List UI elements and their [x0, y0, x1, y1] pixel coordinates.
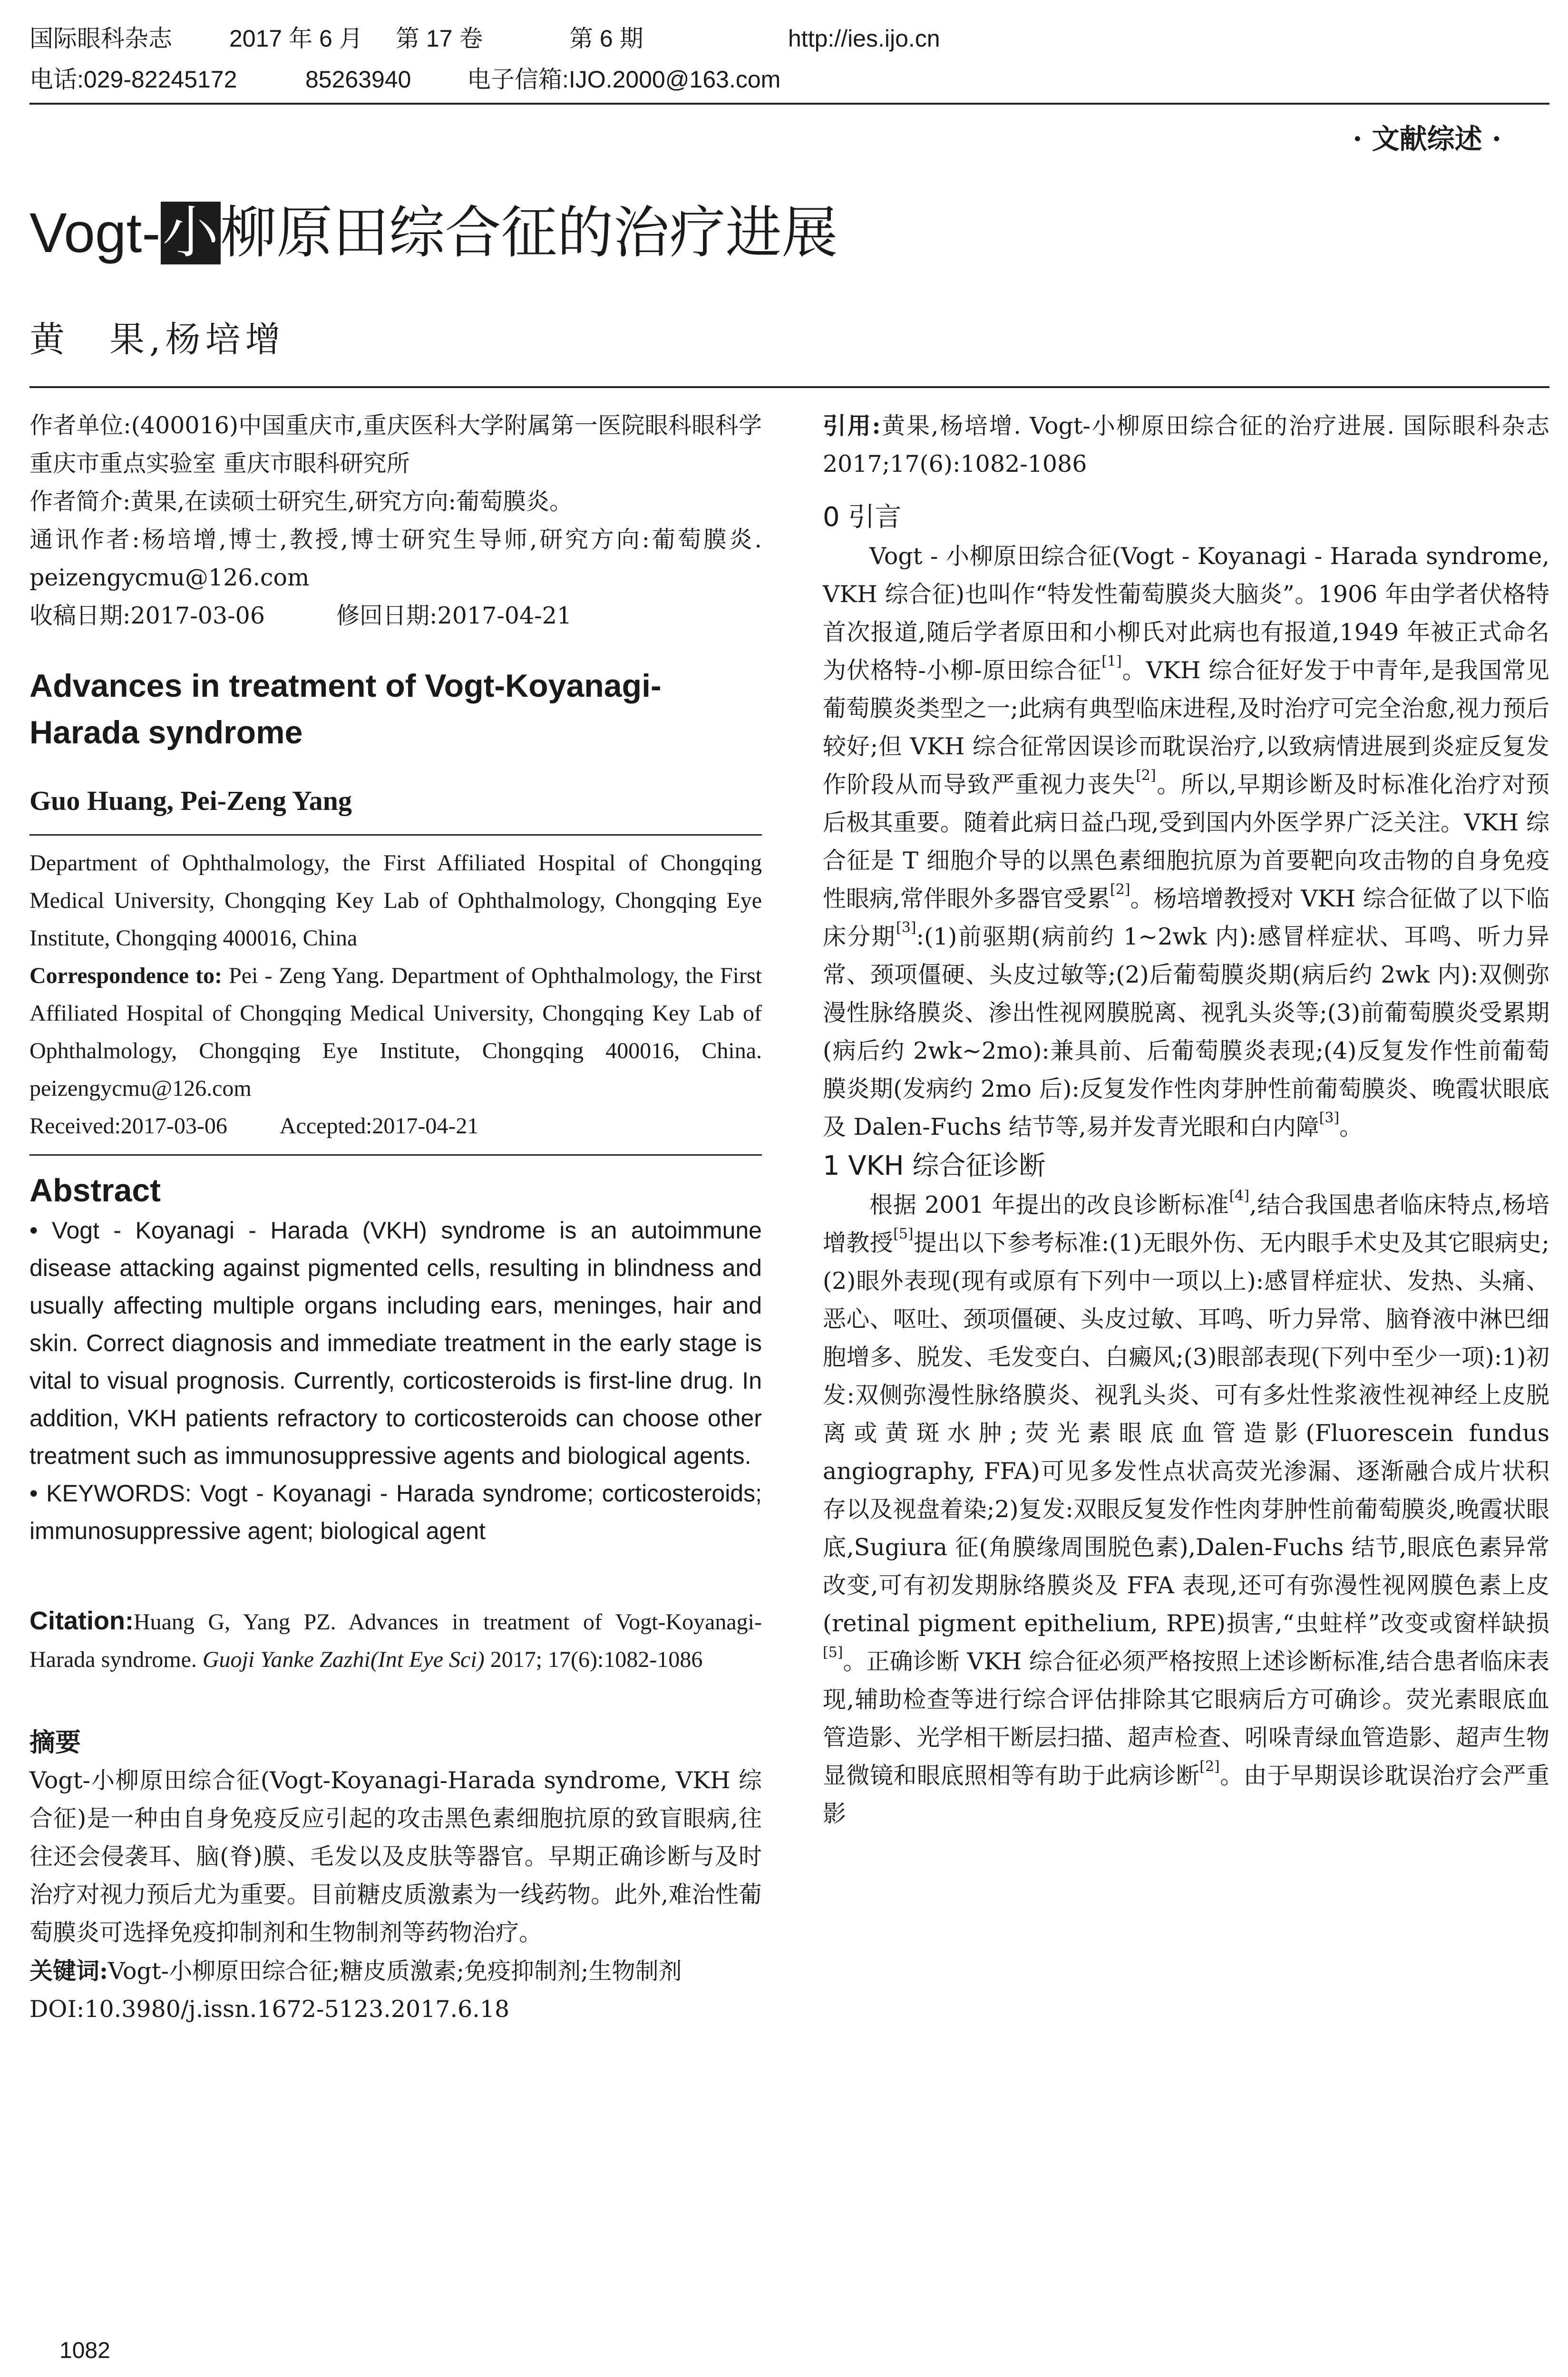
english-dates — [29, 1107, 762, 1145]
correspondence-text: Pei - Zeng Yang. Department of Ophthalmology, the First Affiliated Hospital of Chongqing Medical University, Chongqing Key Lab of Ophthalmology, Chongqing Eye Institute, Chongqing 400016, China. peizengycmu@126.com — [29, 963, 762, 1101]
journal-header-line-2 — [29, 59, 1549, 100]
corresponding-author: 通讯作者:杨培增,博士,教授,博士研究生导师,研究方向:葡萄膜炎. peizengycmu@126.com — [29, 526, 762, 591]
cite-cn-text: 黄果,杨培增. Vogt-小柳原田综合征的治疗进展. 国际眼科杂志 2017;17(6):1082-1086 — [823, 412, 1549, 477]
english-department: Department of Ophthalmology, the First Affiliated Hospital of Chongqing Medical University, Chongqing Key Lab of Ophthalmology, Chongqing Eye Institute, Chongqing 400016, China — [29, 850, 762, 951]
affiliation: 作者单位:(400016)中国重庆市,重庆医科大学附属第一医院眼科眼科学重庆市重点实验室 重庆市眼科研究所 — [29, 412, 762, 477]
section-1-heading: 1 VKH 综合征诊断 — [823, 1150, 1046, 1181]
journal-email[interactable]: 电子信箱:IJO.2000@163.com — [467, 66, 781, 93]
diag-text-4: 。正确诊断 VKH 综合征必须严格按照上述诊断标准,结合患者临床表现,辅助检查等进行综合评估排除其它眼病后方可确诊。荧光素眼底血管造影、光学相干断层扫描、超声检查、吲哚青绿血管造影、超声生物显微镜和眼底照相等有助于此病诊断 — [823, 1648, 1549, 1789]
cite-cn — [823, 407, 1549, 483]
header-divider — [29, 103, 1549, 105]
zh-abstract: Vogt-小柳原田综合征(Vogt-Koyanagi-Harada syndrome, VKH 综合征)是一种由自身免疫反应引起的攻击黑色素细胞抗原的致盲眼病,往往还会侵袭耳、脑(脊)膜、毛发以及皮肤等器官。早期正确诊断与及时治疗对视力预后尤为重要。目前糖皮质激素为一线药物。此外,难治性葡萄膜炎可选择免疫抑制剂和生物制剂等药物治疗。 — [29, 1767, 762, 1946]
intro-text-2: 。VKH 综合征好发于中青年,是我国常见葡萄膜炎类型之一;此病有典型临床进程,及时治疗可完全治愈,视力预后较好;但 VKH 综合征常因误诊而耽误治疗,以致病情进展到炎症反复发作阶段从而导致严重视力丧失 — [823, 657, 1549, 798]
phone-2: 85263940 — [305, 66, 411, 93]
english-title: Advances in treatment of Vogt-Koyanagi-Harada syndrome — [29, 668, 662, 750]
author-intro: 作者简介:黄果,在读硕士研究生,研究方向:葡萄膜炎。 — [29, 488, 573, 515]
keywords: • KEYWORDS: Vogt - Koyanagi - Harada syndrome; corticosteroids; immunosuppressive agent; biological agent — [29, 1480, 762, 1544]
ref-9[interactable]: [2] — [1199, 1758, 1220, 1775]
intro-text-5: :(1)前驱期(病前约 1~2wk 内):感冒样症状、耳鸣、听力异常、颈项僵硬、头皮过敏等;(2)后葡萄膜炎期(病后约 2wk 内):双侧弥漫性脉络膜炎、渗出性视网膜脱离、视乳头炎等;(3)前葡萄膜炎受累期(病后约 2wk~2mo):兼具前、后葡萄膜炎表现;(4)反复发作性前葡萄膜炎期(发病约 2mo 后):反复发作性肉芽肿性前葡萄膜炎、晚霞状眼底及 Dalen-Fuchs 结节等,易并发青光眼和白内障 — [823, 923, 1549, 1140]
abstract-body: • Vogt - Koyanagi - Harada (VKH) syndrome is an autoimmune disease attacking against pigmented cells, resulting in blindness and usually affecting multiple organs including ears, meninges, hair and skin. Correct diagnosis and immediate treatment in the early stage is vital to visual prognosis. Currently, corticosteroids is first-line drug. In addition, VKH patients refractory to corticosteroids can choose other treatment such as immunosuppressive agents and biological agents. — [29, 1217, 762, 1469]
citation-text: Huang G, Yang PZ. Advances in treatment of Vogt-Koyanagi-Harada syndrome. — [29, 1609, 762, 1672]
revised-date: 修回日期:2017-04-21 — [336, 602, 572, 629]
zh-abstract-heading: 摘要 — [29, 1727, 81, 1757]
journal-url[interactable]: http://ies.ijo.cn — [788, 25, 940, 52]
issue-date: 2017 年 6 月 — [229, 25, 363, 52]
page-number: 1082 — [59, 2338, 110, 2363]
ref-7[interactable]: [5] — [893, 1226, 914, 1242]
section-0-heading: 0 引言 — [823, 502, 902, 533]
intro-text-4: 。杨培增教授对 VKH 综合征做了以下临床分期 — [823, 885, 1549, 950]
intro-text-6: 。 — [1339, 1113, 1363, 1140]
ref-2[interactable]: [2] — [1136, 767, 1156, 784]
doi[interactable]: DOI:10.3980/j.issn.1672-5123.2017.6.18 — [29, 1996, 510, 2023]
journal-header-line-1 — [29, 18, 1549, 59]
dates-cn — [29, 597, 762, 635]
diag-text-1: 根据 2001 年提出的改良诊断标准 — [869, 1191, 1229, 1218]
volume: 第 17 卷 — [396, 25, 483, 52]
diag-text-2: ,结合我国患者临床特点,杨培增教授 — [823, 1191, 1550, 1257]
title-prefix: Vogt- — [29, 202, 161, 264]
english-correspondence — [29, 957, 762, 1107]
title-suffix: 柳原田综合征的治疗进展 — [220, 202, 838, 264]
intro-paragraph — [823, 537, 1549, 1146]
left-column — [29, 407, 762, 2028]
title-divider — [29, 386, 1549, 388]
citation-label: Citation: — [29, 1607, 134, 1635]
correspondence-label: Correspondence to: — [29, 963, 223, 988]
intro-text-1: Vogt - 小柳原田综合征(Vogt - Koyanagi - Harada syndrome, VKH 综合征)也叫作“特发性葡萄膜炎大脑炎”。1906 年由学者伏格特首次报道,随后学者原田和小柳氏对此病也有报道,1949 年被正式命名为伏格特-小柳-原田综合征 — [823, 543, 1549, 684]
cite-cn-label: 引用: — [823, 412, 881, 439]
right-column — [823, 407, 1549, 1833]
journal-name: 国际眼科杂志 — [29, 25, 172, 52]
diag-text-3: 提出以下参考标准:(1)无眼外伤、无内眼手术史及其它眼病史;(2)眼外表现(现有或原有下列中一项以上):感冒样症状、发热、头痛、恶心、呕吐、颈项僵硬、头皮过敏、耳鸣、听力异常、脑脊液中淋巴细胞增多、脱发、毛发变白、白癜风;(3)眼部表现(下列中至少一项):1)初发:双侧弥漫性脉络膜炎、视乳头炎、可有多灶性浆液性视神经上皮脱离或黄斑水肿;荧光素眼底血管造影(Fluorescein fundus angiography, FFA)可见多发性点状高荧光渗漏、逐渐融合成片状积存以及视盘着染;2)复发:双眼反复发作性肉芽肿性前葡萄膜炎,晚霞状眼底,Sugiura 征(角膜缘周围脱色素),Dalen-Fuchs 结节,眼底色素异常改变,可有初发期脉络膜炎及 FFA 表现,还可有弥漫性视网膜色素上皮(retinal pigment epithelium, RPE)损害,“虫蛀样”改变或窗样缺损 — [823, 1229, 1549, 1637]
diagnosis-paragraph — [823, 1186, 1549, 1833]
ref-4[interactable]: [3] — [896, 919, 916, 936]
ref-3[interactable]: [2] — [1110, 881, 1130, 898]
diag-text-5: 。由于早期误诊耽误治疗会严重影 — [823, 1762, 1549, 1827]
received-date: 收稿日期:2017-03-06 — [29, 602, 265, 629]
en-accepted: Accepted:2017-04-21 — [279, 1113, 479, 1139]
ref-1[interactable]: [1] — [1101, 653, 1122, 670]
journal-header — [29, 18, 1549, 100]
abstract-heading: Abstract — [29, 1172, 161, 1208]
ref-5[interactable]: [3] — [1319, 1110, 1340, 1126]
phone: 电话:029-82245172 — [29, 66, 237, 93]
en-received: Received:2017-03-06 — [29, 1113, 227, 1139]
ref-8[interactable]: [5] — [823, 1644, 843, 1661]
citation-journal: Guoji Yanke Zazhi(Int Eye Sci) — [202, 1647, 485, 1672]
citation-tail: 2017; 17(6):1082-1086 — [490, 1647, 703, 1672]
article-title — [29, 197, 838, 269]
title-highlight: 小 — [161, 202, 221, 264]
zh-keywords-text: Vogt-小柳原田综合征;糖皮质激素;免疫抑制剂;生物制剂 — [108, 1958, 682, 1985]
citation — [29, 1602, 762, 1678]
issue: 第 6 期 — [569, 25, 643, 52]
zh-keywords — [29, 1952, 762, 1990]
ref-6[interactable]: [4] — [1229, 1188, 1250, 1204]
section-label: · 文献综述 · — [1353, 123, 1501, 155]
english-authors: Guo Huang, Pei-Zeng Yang — [29, 785, 352, 816]
intro-text-3: 。所以,早期诊断及时标准化治疗对预后极其重要。随着此病日益凸现,受到国内外医学界广泛关注。VKH 综合征是 T 细胞介导的以黑色素细胞抗原为首要靶向攻击物的自身免疫性眼病,常伴眼外多器官受累 — [823, 771, 1549, 912]
zh-keywords-label: 关键词: — [29, 1957, 108, 1985]
authors-cn: 黄 果,杨培增 — [29, 319, 285, 360]
